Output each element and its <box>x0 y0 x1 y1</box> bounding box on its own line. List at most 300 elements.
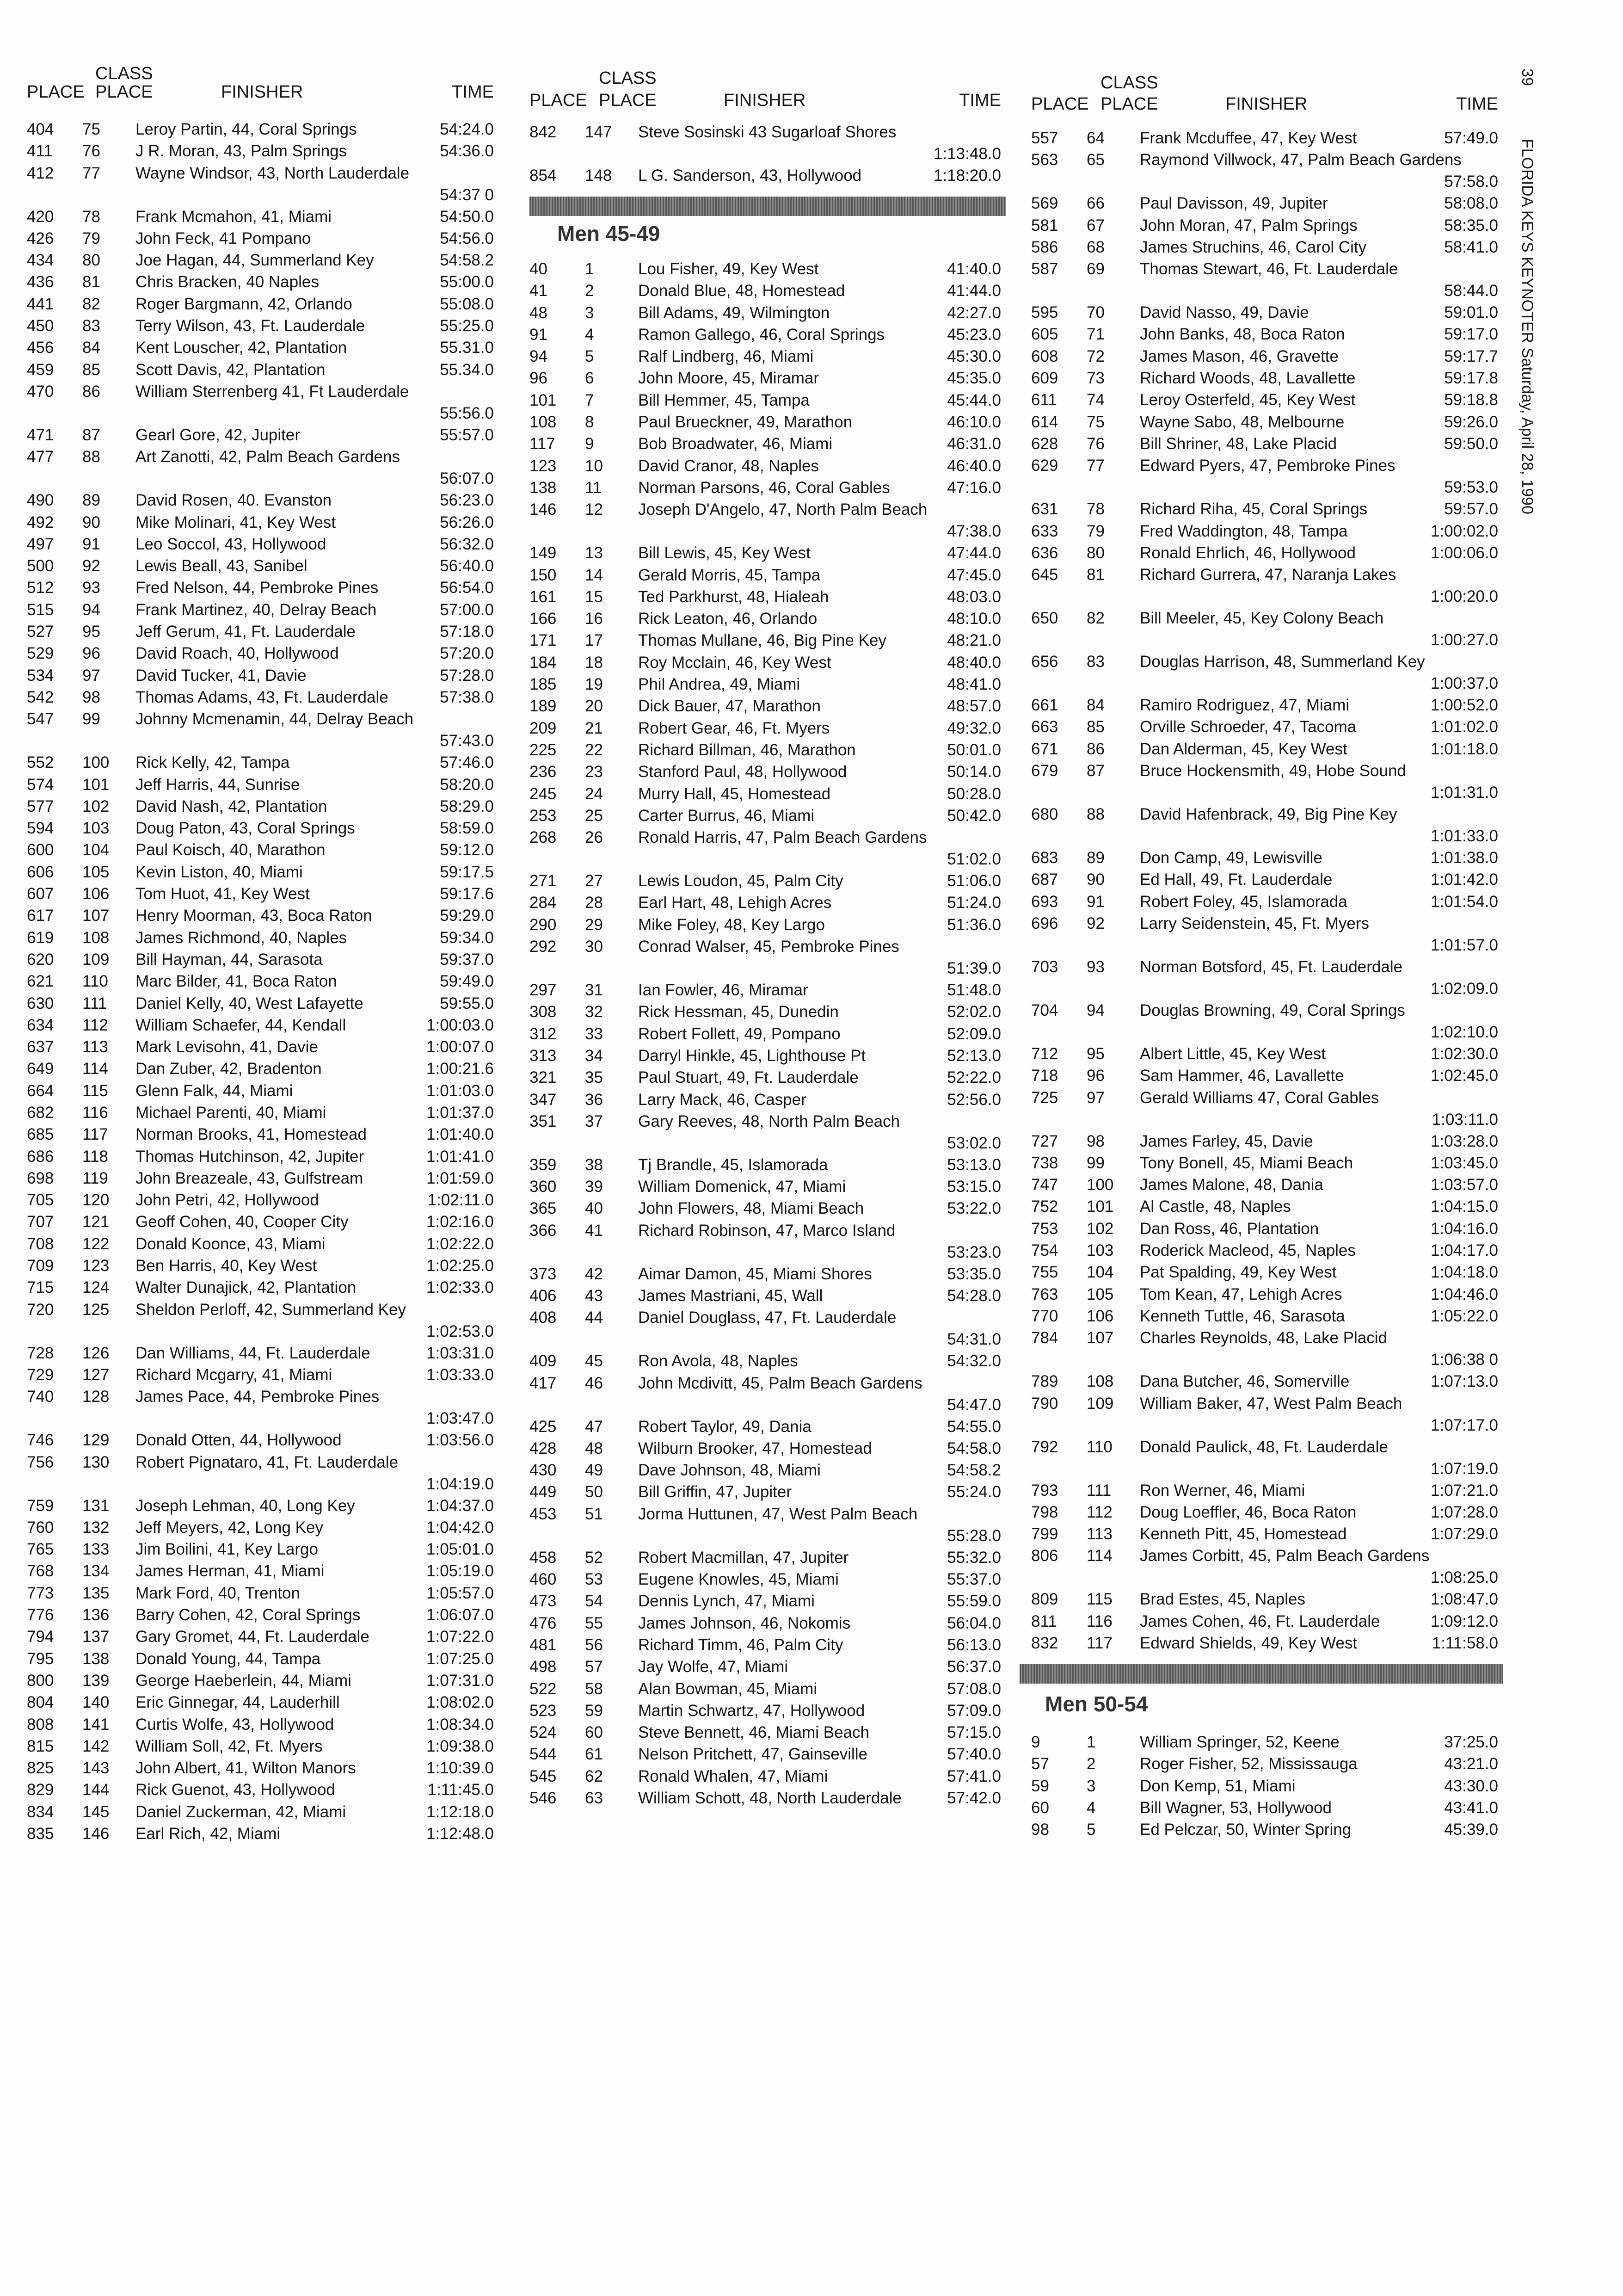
finisher-name: Sam Hammer, 46, Lavallette <box>1140 1067 1344 1085</box>
class-place: 106 <box>1087 1307 1114 1325</box>
class-place: 69 <box>1087 260 1105 278</box>
class-place: 106 <box>82 885 110 903</box>
finish-time: 56:54.0 <box>440 579 494 597</box>
overall-place: 854 <box>529 167 557 185</box>
finish-time: 52:09.0 <box>947 1025 1001 1043</box>
finish-time: 1:09:12.0 <box>1431 1612 1498 1630</box>
finisher-name: Joseph Lehman, 40, Long Key <box>135 1496 355 1515</box>
overall-place: 768 <box>27 1562 54 1580</box>
finish-time: 1:12:48.0 <box>426 1825 494 1843</box>
overall-place: 406 <box>529 1286 557 1305</box>
overall-place: 373 <box>529 1265 557 1283</box>
overall-place: 522 <box>529 1679 557 1698</box>
finisher-name: Roger Bargmann, 42, Orlando <box>135 295 352 313</box>
result-row <box>529 1634 1001 1656</box>
finisher-name: Lewis Loudon, 45, Palm City <box>638 872 843 890</box>
overall-place: 161 <box>529 587 557 606</box>
overall-place: 798 <box>1031 1503 1058 1521</box>
finisher-label: FINISHER <box>221 82 303 102</box>
finisher-name: David Tucker, 41, Davie <box>135 666 307 685</box>
finish-time: 53:22.0 <box>947 1199 1001 1218</box>
finisher-name: Dan Williams, 44, Ft. Lauderdale <box>135 1344 370 1362</box>
overall-place: 366 <box>529 1221 557 1240</box>
overall-place: 703 <box>1031 957 1058 976</box>
finish-time: 57:15.0 <box>947 1723 1001 1742</box>
result-row <box>27 1123 494 1145</box>
result-row <box>529 1067 1001 1088</box>
result-row <box>529 892 1001 913</box>
class-place: 107 <box>82 907 110 925</box>
finish-time: 47:44.0 <box>947 544 1001 562</box>
finisher-name: Terry Wilson, 43, Ft. Lauderdale <box>135 317 365 335</box>
result-row <box>1031 236 1498 258</box>
finisher-name: Lewis Beall, 43, Sanibel <box>135 557 307 575</box>
finisher-name: Paul Koisch, 40, Marathon <box>135 841 326 859</box>
class-place: 63 <box>585 1789 603 1808</box>
result-row <box>27 752 494 773</box>
result-row <box>529 1111 1001 1154</box>
class-place: 51 <box>585 1505 603 1523</box>
overall-place: 563 <box>1031 151 1058 169</box>
finisher-name: Murry Hall, 45, Homestead <box>638 784 831 803</box>
overall-place: 759 <box>27 1496 54 1515</box>
overall-place: 268 <box>529 828 557 847</box>
class-place: 104 <box>82 841 110 859</box>
finisher-name: Ted Parkhurst, 48, Hialeah <box>638 587 829 606</box>
finish-time: 1:07:22.0 <box>426 1628 494 1646</box>
result-row <box>529 542 1001 564</box>
class-place: 96 <box>82 644 100 663</box>
result-row <box>529 1700 1001 1722</box>
result-row <box>1031 1731 1498 1753</box>
result-row <box>529 1307 1001 1350</box>
finisher-name: Thomas Hutchinson, 42, Jupiter <box>135 1147 364 1166</box>
overall-place: 725 <box>1031 1088 1058 1107</box>
finish-time: 45:39.0 <box>1444 1821 1498 1839</box>
class-place: 146 <box>82 1825 110 1843</box>
finish-time: 59:01.0 <box>1444 303 1498 322</box>
class-place: 33 <box>585 1025 603 1043</box>
section-divider <box>1020 1664 1503 1684</box>
finisher-name: Bruce Hockensmith, 49, Hobe Sound <box>1140 762 1406 780</box>
finisher-name: Ronald Whalen, 47, Miami <box>638 1767 828 1785</box>
class-place: 144 <box>82 1781 110 1799</box>
class-place: 111 <box>82 994 107 1012</box>
finish-time: 1:01:02.0 <box>1431 718 1498 736</box>
finish-time: 1:07:21.0 <box>1431 1481 1498 1500</box>
finisher-name: Darryl Hinkle, 45, Lighthouse Pt <box>638 1046 866 1065</box>
class-place: 100 <box>82 753 110 772</box>
class-place: 77 <box>1087 457 1105 475</box>
overall-place: 649 <box>27 1060 54 1078</box>
finisher-name: Robert Gear, 46, Ft. Myers <box>638 719 830 737</box>
finish-time: 54:37 0 <box>440 185 494 204</box>
overall-place: 490 <box>27 491 54 510</box>
finish-time: 1:08:47.0 <box>1431 1590 1498 1609</box>
class-place: 97 <box>82 666 100 685</box>
result-row <box>1031 694 1498 716</box>
overall-place: 546 <box>529 1789 557 1808</box>
result-row <box>27 1757 494 1779</box>
finish-time: 37:25.0 <box>1444 1733 1498 1751</box>
overall-place: 637 <box>27 1038 54 1056</box>
finisher-name: Ron Werner, 46, Miami <box>1140 1481 1305 1500</box>
result-row <box>27 1364 494 1386</box>
result-row <box>27 927 494 949</box>
class-place: 39 <box>585 1178 603 1196</box>
finisher-name: Bill Hayman, 44, Sarasota <box>135 950 323 969</box>
finish-time: 50:01.0 <box>947 741 1001 759</box>
finisher-name: Kent Louscher, 42, Plantation <box>135 339 347 357</box>
finisher-name: Norman Botsford, 45, Ft. Lauderdale <box>1140 957 1403 976</box>
overall-place: 409 <box>529 1352 557 1370</box>
finish-time: 55.34.0 <box>440 360 494 379</box>
result-row <box>27 1429 494 1451</box>
finish-time: 1:06:38 0 <box>1431 1351 1498 1369</box>
finisher-name: Charles Reynolds, 48, Lake Placid <box>1140 1329 1388 1347</box>
class-place: 84 <box>1087 696 1105 715</box>
finish-time: 56:04.0 <box>947 1614 1001 1632</box>
place-label: PLACE <box>1031 94 1089 114</box>
result-row <box>1031 651 1498 694</box>
overall-place: 471 <box>27 426 54 444</box>
result-row <box>529 761 1001 783</box>
finisher-name: Chris Bracken, 40 Naples <box>135 273 319 291</box>
class-place: 3 <box>1087 1777 1096 1795</box>
finish-time: 1:07:25.0 <box>426 1649 494 1668</box>
finisher-name: Sheldon Perloff, 42, Summerland Key <box>135 1300 406 1319</box>
class-place: 108 <box>82 928 110 947</box>
class-place: 113 <box>82 1038 108 1056</box>
result-row <box>27 1801 494 1823</box>
overall-place: 683 <box>1031 849 1058 867</box>
finish-time: 1:01:33.0 <box>1431 827 1498 846</box>
result-row <box>529 1023 1001 1045</box>
result-row <box>529 1001 1001 1023</box>
finish-time: 53:15.0 <box>947 1178 1001 1196</box>
overall-place: 715 <box>27 1278 54 1297</box>
class-place: 130 <box>82 1453 110 1471</box>
finish-time: 1:10:39.0 <box>426 1759 494 1778</box>
result-row <box>529 302 1001 324</box>
finisher-name: Raymond Villwock, 47, Palm Beach Gardens <box>1140 151 1462 169</box>
finisher-name: Michael Parenti, 40, Miami <box>135 1103 326 1122</box>
result-row <box>529 346 1001 367</box>
overall-place: 458 <box>529 1548 557 1567</box>
result-row <box>529 783 1001 805</box>
overall-place: 587 <box>1031 260 1058 278</box>
finisher-name: Robert Taylor, 49, Dania <box>638 1417 812 1436</box>
class-place: 31 <box>585 981 603 1000</box>
class-place: 86 <box>1087 740 1105 758</box>
finisher-name: David Cranor, 48, Naples <box>638 457 819 475</box>
overall-place: 411 <box>27 142 53 160</box>
finisher-name: William Springer, 52, Keene <box>1140 1733 1340 1751</box>
overall-place: 586 <box>1031 238 1058 256</box>
class-place: 77 <box>82 164 100 182</box>
finisher-name: Roy Mcclain, 46, Key West <box>638 653 831 672</box>
finish-time: 1:00:37.0 <box>1431 674 1498 693</box>
overall-place: 794 <box>27 1628 54 1646</box>
finisher-name: Ed Hall, 49, Ft. Lauderdale <box>1140 870 1333 889</box>
time-label: TIME <box>1456 94 1498 114</box>
result-row <box>1031 891 1498 913</box>
overall-place: 500 <box>27 557 54 575</box>
class-place: 80 <box>82 251 100 270</box>
class-place: 85 <box>1087 718 1105 736</box>
class-place: 36 <box>585 1090 603 1109</box>
class-place: 42 <box>585 1265 603 1283</box>
finisher-name: David Nash, 42, Plantation <box>135 797 327 815</box>
finisher-name: Ralf Lindberg, 46, Miami <box>638 347 814 366</box>
finisher-name: Daniel Zuckerman, 42, Miami <box>135 1802 346 1821</box>
class-place: 49 <box>585 1461 603 1480</box>
finisher-name: John Moore, 45, Miramar <box>638 369 819 388</box>
class-place: 89 <box>1087 849 1105 867</box>
result-row <box>27 1626 494 1648</box>
result-row <box>1031 1218 1498 1240</box>
result-row <box>529 1176 1001 1197</box>
finisher-name: Wayne Sabo, 48, Melbourne <box>1140 413 1345 431</box>
finisher-name: James Struchins, 46, Carol City <box>1140 238 1367 256</box>
finisher-name: Donald Blue, 48, Homestead <box>638 282 845 300</box>
overall-place: 557 <box>1031 129 1058 147</box>
class-place: 73 <box>1087 369 1105 388</box>
finisher-name: Gerald Morris, 45, Tampa <box>638 566 821 584</box>
finish-time: 1:03:47.0 <box>426 1409 494 1428</box>
finish-time: 55:57.0 <box>440 426 494 444</box>
class-place: 141 <box>82 1715 110 1734</box>
class-place: 104 <box>1087 1263 1114 1282</box>
finish-time: 1:18:20.0 <box>934 167 1001 185</box>
time-label: TIME <box>959 91 1001 110</box>
finish-time: 51:24.0 <box>947 894 1001 912</box>
result-row <box>27 1538 494 1560</box>
overall-place: 450 <box>27 317 54 335</box>
finish-time: 47:38.0 <box>947 522 1001 541</box>
class-place: 9 <box>585 435 594 453</box>
overall-place: 94 <box>529 347 547 366</box>
overall-place: 809 <box>1031 1590 1058 1609</box>
class-place: 109 <box>82 950 110 969</box>
result-row <box>27 1233 494 1255</box>
result-row <box>1031 1819 1498 1840</box>
class-place: 99 <box>1087 1154 1105 1172</box>
result-row <box>27 970 494 992</box>
overall-place: 48 <box>529 303 547 322</box>
class-place: 2 <box>585 282 594 300</box>
result-row <box>27 1342 494 1364</box>
result-row <box>27 228 494 249</box>
finish-time: 57:46.0 <box>440 753 494 772</box>
class-place: 97 <box>1087 1088 1105 1107</box>
result-row <box>27 686 494 708</box>
overall-place: 426 <box>27 229 54 247</box>
finish-time: 59:55.0 <box>440 994 494 1012</box>
overall-place: 515 <box>27 600 54 619</box>
class-place: 64 <box>1087 129 1105 147</box>
class-place: 147 <box>585 123 612 141</box>
finish-time: 51:02.0 <box>947 850 1001 869</box>
overall-place: 412 <box>27 164 54 182</box>
finish-time: 45:23.0 <box>947 325 1001 344</box>
class-place: 114 <box>1087 1547 1113 1565</box>
class-place: 16 <box>585 610 603 628</box>
class-place: 145 <box>82 1802 110 1821</box>
finisher-name: Bob Broadwater, 46, Miami <box>638 435 833 453</box>
result-row <box>27 796 494 817</box>
result-row <box>529 367 1001 389</box>
overall-place: 544 <box>529 1745 557 1764</box>
result-row <box>529 1656 1001 1678</box>
overall-place: 449 <box>529 1483 557 1501</box>
overall-place: 542 <box>27 688 54 706</box>
result-row <box>27 1604 494 1626</box>
class-place-label: PLACE <box>599 91 657 110</box>
overall-place: 497 <box>27 535 54 553</box>
result-row <box>529 258 1001 280</box>
result-row <box>27 359 494 381</box>
finisher-name: Gearl Gore, 42, Jupiter <box>135 426 300 444</box>
class-place: 89 <box>82 491 100 510</box>
finish-time: 57:38.0 <box>440 688 494 706</box>
finish-time: 59:17.5 <box>440 863 494 881</box>
result-row <box>1031 1436 1498 1480</box>
finisher-name: Mark Ford, 40, Trenton <box>135 1584 300 1602</box>
finish-time: 54:58.2 <box>947 1461 1001 1480</box>
finisher-name: William Schott, 48, North Lauderdale <box>638 1789 902 1808</box>
finisher-name: Bill Adams, 49, Wilmington <box>638 303 830 322</box>
class-place: 102 <box>1087 1219 1114 1238</box>
class-place: 19 <box>585 675 603 694</box>
overall-place: 634 <box>27 1016 54 1034</box>
overall-place: 166 <box>529 610 557 628</box>
class-place: 23 <box>585 763 603 781</box>
finisher-name: James Mason, 46, Gravette <box>1140 347 1339 365</box>
class-place: 14 <box>585 566 603 584</box>
overall-place: 417 <box>529 1374 557 1392</box>
overall-place: 284 <box>529 894 557 912</box>
class-place: 40 <box>585 1199 603 1218</box>
result-row <box>529 455 1001 477</box>
finisher-name: Richard Billman, 46, Marathon <box>638 741 856 759</box>
class-place: 122 <box>82 1234 110 1253</box>
finisher-name: Daniel Kelly, 40, West Lafayette <box>135 994 363 1012</box>
finish-time: 1:03:33.0 <box>426 1365 494 1384</box>
finisher-name: Jim Boilini, 41, Key Largo <box>135 1540 318 1559</box>
finisher-name: Eric Ginnegar, 44, Lauderhill <box>135 1693 340 1712</box>
finisher-name: Mark Levisohn, 41, Davie <box>135 1038 318 1056</box>
class-place: 129 <box>82 1431 110 1450</box>
result-row <box>529 1372 1001 1416</box>
overall-place: 98 <box>1031 1821 1049 1839</box>
class-place: 67 <box>1087 216 1105 235</box>
finisher-name: John Albert, 41, Wilton Manors <box>135 1759 356 1778</box>
finish-time: 1:11:58.0 <box>1432 1634 1498 1652</box>
class-place: 110 <box>82 972 108 991</box>
finish-time: 50:28.0 <box>947 784 1001 803</box>
finisher-label: FINISHER <box>724 91 806 110</box>
finisher-name: Wayne Windsor, 43, North Lauderdale <box>135 164 410 182</box>
overall-place: 547 <box>27 710 54 728</box>
class-place: 58 <box>585 1679 603 1698</box>
finisher-name: Lou Fisher, 49, Key West <box>638 260 819 278</box>
result-row <box>1031 302 1498 323</box>
overall-place: 351 <box>529 1112 557 1130</box>
finisher-name: Ronald Ehrlich, 46, Hollywood <box>1140 543 1356 562</box>
finish-time: 1:01:54.0 <box>1431 892 1498 911</box>
class-place: 34 <box>585 1046 603 1065</box>
finish-time: 59:17.8 <box>1444 369 1498 388</box>
result-row <box>1031 760 1498 803</box>
result-row <box>27 381 494 424</box>
result-row <box>1031 389 1498 411</box>
class-place: 118 <box>82 1147 108 1166</box>
finisher-name: Kenneth Tuttle, 46, Sarasota <box>1140 1307 1345 1325</box>
finish-time: 56:37.0 <box>947 1658 1001 1676</box>
overall-place: 271 <box>529 872 557 890</box>
result-row <box>27 162 494 206</box>
result-row <box>27 1582 494 1604</box>
finish-time: 1:00:21.6 <box>426 1060 494 1078</box>
overall-place: 825 <box>27 1759 54 1778</box>
class-place: 76 <box>1087 434 1105 453</box>
finisher-name: Tj Brandle, 45, Islamorada <box>638 1155 828 1174</box>
result-row <box>27 1823 494 1845</box>
finish-time: 59:12.0 <box>440 841 494 859</box>
class-place: 82 <box>1087 609 1105 628</box>
class-place: 37 <box>585 1112 603 1130</box>
result-row <box>529 1263 1001 1285</box>
result-row <box>1031 258 1498 302</box>
class-place: 72 <box>1087 347 1105 365</box>
class-place: 110 <box>1087 1438 1113 1456</box>
finisher-name: James Pace, 44, Pembroke Pines <box>135 1388 380 1406</box>
overall-place: 661 <box>1031 696 1058 715</box>
class-place: 103 <box>1087 1241 1114 1260</box>
result-row <box>27 883 494 905</box>
finisher-name: Joe Hagan, 44, Summerland Key <box>135 251 374 270</box>
finisher-name: Dan Alderman, 45, Key West <box>1140 740 1347 758</box>
overall-place: 459 <box>27 360 54 379</box>
overall-place: 696 <box>1031 914 1058 932</box>
class-label: CLASS <box>95 64 153 83</box>
finish-time: 56:13.0 <box>947 1636 1001 1654</box>
result-row <box>1031 215 1498 236</box>
result-row <box>1031 1284 1498 1305</box>
finish-time: 1:01:57.0 <box>1431 936 1498 954</box>
finish-time: 56:32.0 <box>440 535 494 553</box>
result-row <box>27 599 494 621</box>
class-place: 68 <box>1087 238 1105 256</box>
finisher-name: Bill Shriner, 48, Lake Placid <box>1140 434 1337 453</box>
overall-place: 804 <box>27 1693 54 1712</box>
column-header <box>529 69 1001 125</box>
finish-time: 1:02:30.0 <box>1431 1044 1498 1063</box>
finish-time: 57:09.0 <box>947 1701 1001 1720</box>
time-label: TIME <box>452 82 494 102</box>
result-row <box>27 555 494 577</box>
result-row <box>529 324 1001 346</box>
finish-time: 59:17.7 <box>1444 347 1498 365</box>
overall-place: 728 <box>27 1344 54 1362</box>
finish-time: 50:14.0 <box>947 763 1001 781</box>
finisher-name: Art Zanotti, 42, Palm Beach Gardens <box>135 448 400 466</box>
overall-place: 832 <box>1031 1634 1058 1652</box>
result-row <box>529 1568 1001 1590</box>
overall-place: 806 <box>1031 1547 1058 1565</box>
finish-time: 1:02:22.0 <box>426 1234 494 1253</box>
